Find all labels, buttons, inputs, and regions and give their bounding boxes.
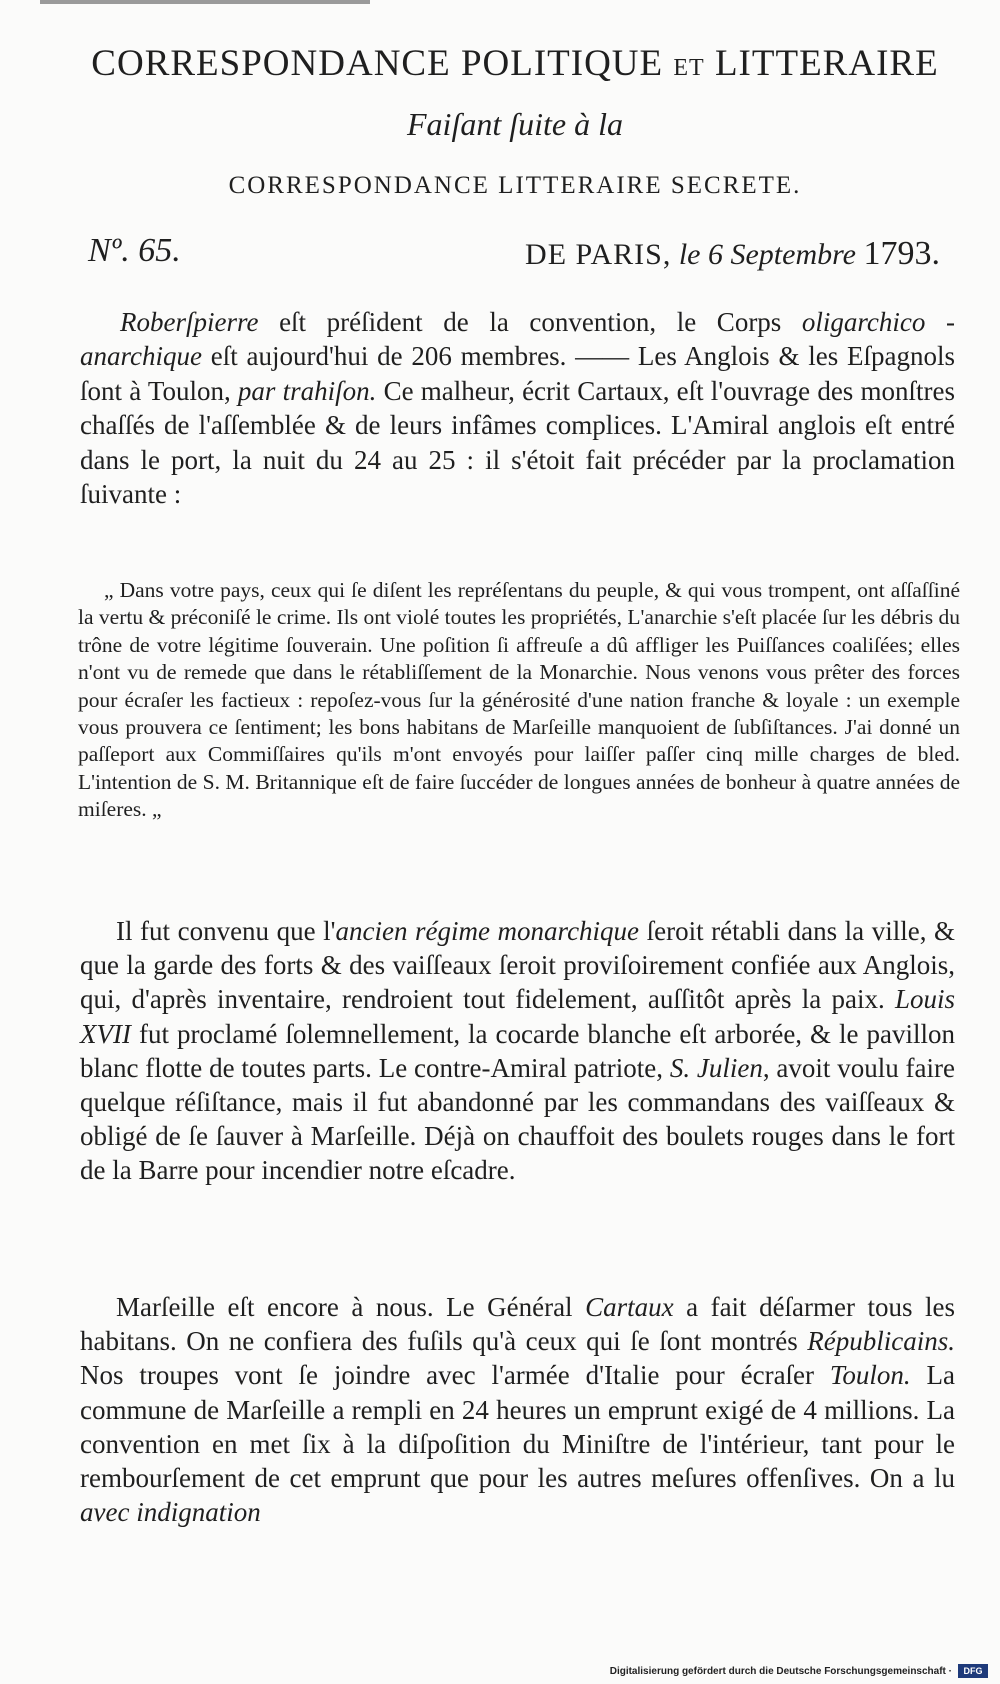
- p3-italic-b: Républicains.: [807, 1326, 955, 1357]
- proclamation-quote: „ Dans votre pays, ceux qui ſe diſent les repréſentans du peuple, & qui vous trompent, ont aſſaſſiné la vertu & préconiſé le crime. Ils ont violé toutes les propriétés, L'anarchie s'eſt placée ſur les débris du trône de votre légitime ſouverain. Une poſition ſi affreuſe a dû affliger les Puiſſances coaliſées; elles n'ont vu de remede que dans le rétabliſſement de la Monarchie. Nous venons vous prêter des forces pour écraſer les factieux : repoſez-vous ſur la générosité d'une nation franche & loyale : un exemple vous prouvera ce ſentiment; les bons habitans de Marſeille manquoient de ſubſiſtances. J'ai donné un paſſeport aux Commiſſaires qu'ils m'ont envoyés pour laiſſer paſſer cinq mille charges de bled. L'intention de S. M. Britannique eſt de faire ſuccéder de longues années de bonheur à quatre années de miſeres. „: [78, 578, 960, 822]
- title-main: CORRESPONDANCE POLITIQUE: [91, 43, 664, 84]
- title-et: ET: [673, 55, 705, 81]
- p3-text-c: Nos troupes vont ſe joindre avec l'armée d'Italie pour écraſer: [80, 1360, 830, 1391]
- dfg-logo-icon: DFG: [958, 1664, 988, 1678]
- p2-italic-a: ancien régime monarchique: [335, 916, 640, 946]
- p3-italic-a: Cartaux: [585, 1292, 674, 1322]
- dateline-date: le 6 Septembre: [678, 238, 856, 271]
- top-rule: [40, 0, 370, 4]
- p2-text-c: fut proclamé ſolemnellement, la cocarde blanche eſt arborée, & le pavillon blanc flotte de toutes parts. Le contre-Amiral patriote,: [80, 1018, 955, 1083]
- p1-text-a: eſt préſident de la convention, le Corps: [258, 307, 802, 337]
- dfg-credit: Digitalisierung gefördert durch die Deutsche Forschungsgemeinschaft ·: [609, 1666, 952, 1677]
- p3-text-d: La commune de Marſeille a rempli en 24 heures un emprunt exigé de 4 millions. La convention en met ſix à la diſpoſition du Miniſtre de l'intérieur, tant pour le rembourſement de cet emprunt que pour les autres meſures offenſives. On a lu: [80, 1360, 955, 1494]
- paragraph-3: [80, 1290, 955, 1529]
- p1-name: Roberſpierre: [120, 307, 259, 337]
- paragraph-1: [80, 305, 955, 511]
- paragraph-2: [80, 914, 955, 1188]
- p2-italic-c: S. Julien: [669, 1052, 763, 1083]
- p3-text-a: Marſeille eſt encore à nous. Le Général: [116, 1292, 586, 1322]
- p3-italic-c: Toulon.: [829, 1360, 911, 1391]
- p1-text-b: eſt aujourd'hui de 206 membres. —— Les Anglois & les Eſpagnols ſont à Toulon,: [80, 341, 955, 406]
- dateline-place: DE PARIS,: [525, 238, 672, 271]
- p2-text-d: , avoit voulu faire quelque réſiſtance, mais il fut abandonné par les commandans des vaiſſeaux & obligé de ſe ſauver à Marſeille. Déjà on chauffoit des boulets rouges dans le fort de la Barre pour incendier notre eſcadre.: [80, 1052, 955, 1186]
- dateline-year: 1793.: [863, 235, 940, 272]
- p2-italic-b: Louis XVII: [80, 984, 955, 1049]
- p2-text-b: ſeroit rétabli dans la ville, & que la garde des forts & des vaiſſeaux ſeroit proviſoirement confiée aux Anglois, qui, d'après inventaire, rendroient tout fidelement, auſſitôt après la paix.: [80, 916, 956, 1015]
- dateline: [525, 235, 940, 273]
- p1-italic-b: par trahiſon.: [237, 375, 377, 406]
- p3-text-b: a fait déſarmer tous les habitans. On ne confiera des fuſils qu'à ceux qui ſe ſont montrés: [80, 1292, 956, 1357]
- masthead-series: CORRESPONDANCE LITTERAIRE SECRETE.: [228, 172, 802, 199]
- p2-text-a: Il fut convenu que l': [116, 916, 336, 946]
- title-end: LITTERAIRE: [714, 43, 939, 84]
- masthead-subtitle: Faiſant ſuite à la: [407, 106, 623, 142]
- p3-italic-d: avec indignation: [80, 1497, 261, 1528]
- p1-italic-a: oligarchico - anarchique: [80, 307, 955, 372]
- masthead-title: [70, 42, 960, 85]
- p1-text-c: Ce malheur, écrit Cartaux, eſt l'ouvrage des monſtres chaſſés de l'aſſemblée & de leurs infâmes complices. L'Amiral anglois eſt entré dans le port, la nuit du 24 au 25 : il s'étoit fait précéder par la proclamation ſuivante :: [80, 375, 955, 510]
- issue-number: Nº. 65.: [88, 232, 181, 269]
